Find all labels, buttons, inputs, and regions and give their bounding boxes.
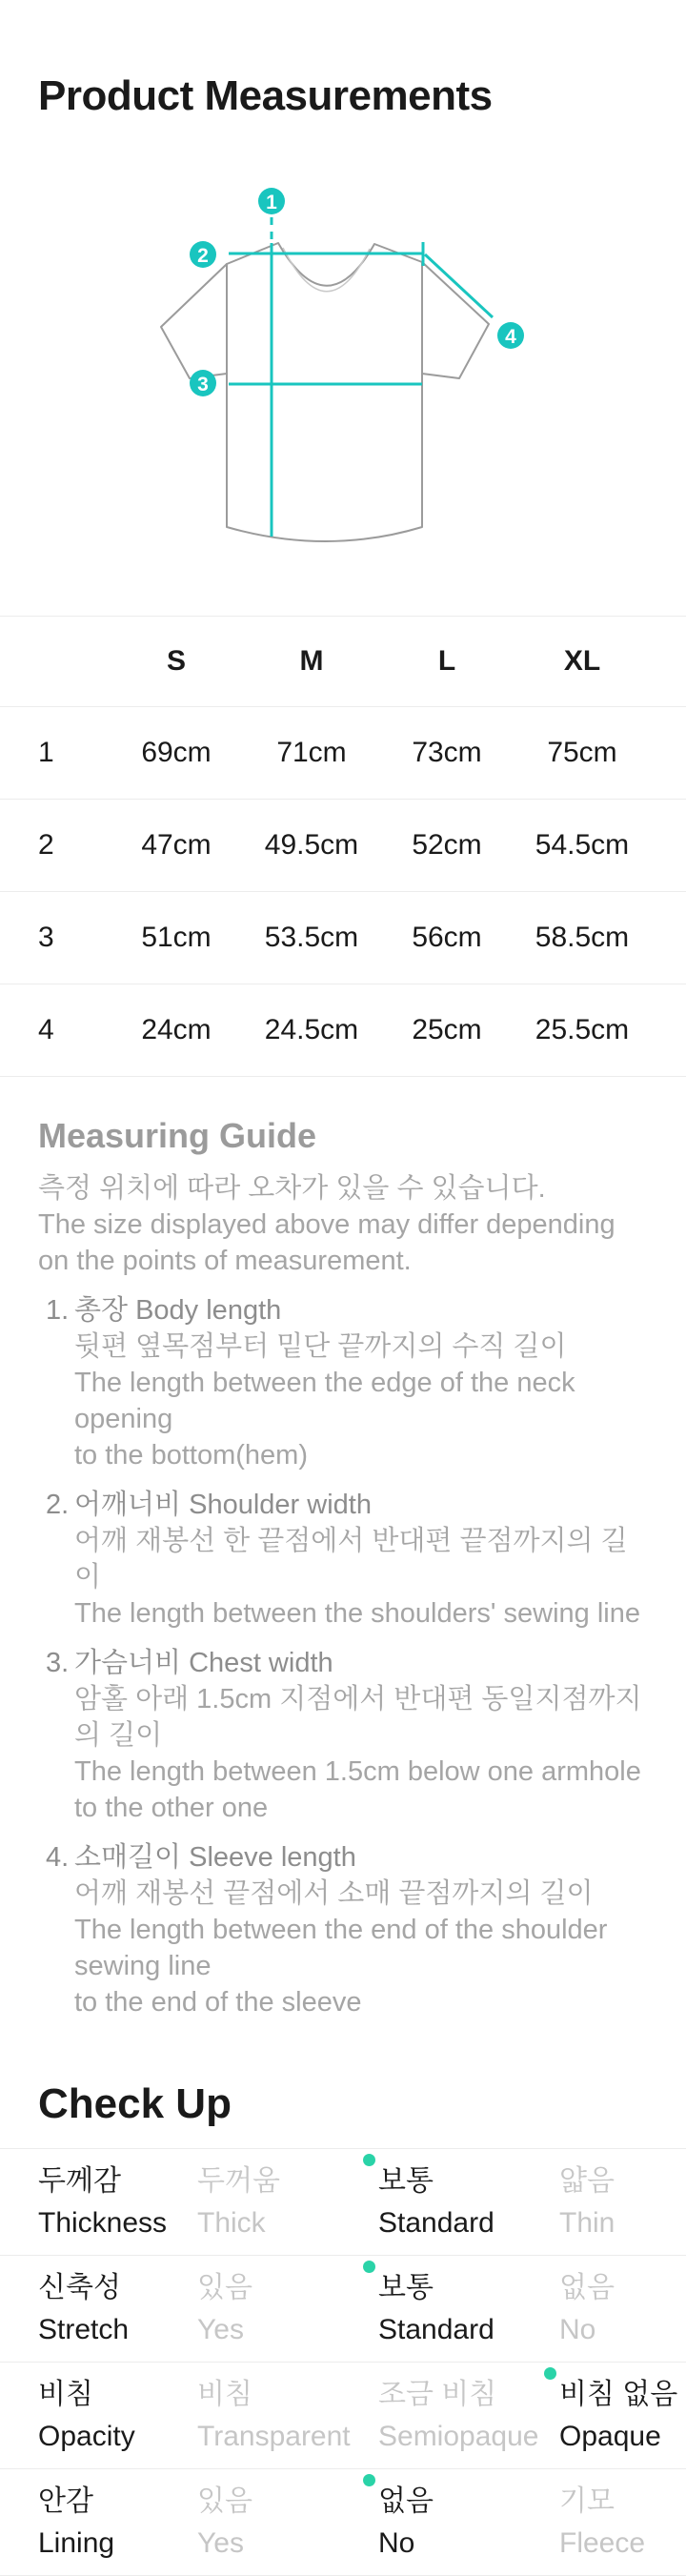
checkup-option-en: Opaque [559,2421,661,2452]
checkup-row [0,2363,686,2469]
checkup-option [559,2163,686,2241]
checkup-option [378,2484,559,2561]
marker-badge-2 [190,241,216,268]
guide-item-text [74,1645,648,1826]
tshirt-left-sleeve [161,264,227,378]
checkup-option-en: Yes [197,2314,244,2345]
marker-number: 3 [197,374,209,396]
size-value-cell: 73cm [412,737,482,768]
size-value-cell: 25cm [412,1014,482,1045]
checkup-label [38,2163,197,2241]
checkup-table [0,2148,686,2576]
checkup-label-en: Lining [38,2527,115,2559]
checkup-label-en: Opacity [38,2421,135,2452]
guide-item-number: 3. [46,1648,70,1678]
table-row [0,800,686,892]
guide-intro-line: on the points of measurement. [38,1246,412,1276]
size-value-cell: 58.5cm [535,922,630,953]
guide-item-line: The length between the edge of the neck opening [74,1368,575,1434]
checkup-option-ko: 조금 비침 [378,2379,497,2410]
selected-dot-icon [363,2261,375,2273]
marker-number: 2 [197,245,209,267]
selected-dot-icon [363,2154,375,2166]
selected-dot-icon [363,2474,375,2486]
size-column-header: S [166,645,186,677]
guide-item-line: to the other one [74,1793,269,1823]
marker-number: 4 [505,326,516,348]
checkup-option-en: Standard [378,2207,494,2239]
size-row-label: 3 [38,922,54,953]
checkup-option [378,2377,559,2454]
size-column-header: L [437,645,456,677]
check-up-title: Check Up [38,2080,232,2127]
size-row-label: 2 [38,829,54,861]
guide-item-title: 가슴너비 Chest width [74,1648,333,1678]
measuring-guide-title: Measuring Guide [38,1116,317,1155]
guide-item-line: The length between the end of the shoulder sewing line [74,1915,608,1981]
checkup-option-en: Yes [197,2527,244,2559]
checkup-option-en: Standard [378,2314,494,2345]
checkup-option-ko: 기모 [559,2485,615,2517]
checkup-option-en: Semiopaque [378,2421,539,2452]
checkup-label [38,2270,197,2347]
guide-item-number: 4. [46,1842,70,1873]
checkup-label-en: Stretch [38,2314,130,2345]
guide-list [38,1292,648,2020]
checkup-option-en: Thick [197,2207,266,2239]
guide-item-title: 소매길이 Sleeve length [74,1842,356,1873]
page-title: Product Measurements [38,72,493,119]
guide-item-number: 2. [46,1490,70,1520]
checkup-label-ko: 비침 [38,2379,93,2410]
checkup-option [378,2270,559,2347]
size-row-label: 1 [38,737,54,768]
checkup-option-ko: 보통 [378,2270,559,2305]
measuring-guide-section [38,1115,648,2020]
checkup-option [197,2270,378,2347]
checkup-label [38,2484,197,2561]
guide-intro [38,1170,648,1279]
guide-item [38,1292,648,1473]
checkup-option [197,2377,378,2454]
size-row-label: 4 [38,1014,54,1045]
size-column-header: M [299,645,324,677]
checkup-row [0,2469,686,2576]
selected-dot-icon [544,2367,556,2380]
size-value-cell: 49.5cm [264,829,359,861]
size-value-cell: 54.5cm [535,829,630,861]
checkup-option-ko: 비침 [197,2379,252,2410]
size-value-cell: 51cm [141,922,212,953]
tshirt-measurement-diagram [0,143,686,581]
sleeve-length-line [425,254,493,317]
size-table-header-row [0,617,686,707]
guide-item-text [74,1487,648,1632]
tshirt-right-sleeve [422,262,489,378]
guide-item-line: 암홀 아래 1.5cm 지점에서 반대편 동일지점까지의 길이 [74,1684,642,1751]
checkup-option [197,2484,378,2561]
checkup-option-en: No [559,2314,596,2345]
table-row [0,892,686,984]
guide-item-text [74,1292,648,1473]
check-up-section [0,2079,686,2576]
size-value-cell: 69cm [141,737,212,768]
tshirt-body-outline [227,243,422,541]
size-value-cell: 52cm [412,829,482,861]
guide-item-title: 어깨너비 Shoulder width [74,1490,372,1520]
size-table-body [0,707,686,1077]
checkup-option-ko: 있음 [197,2272,252,2303]
checkup-option-ko: 두꺼움 [197,2165,280,2197]
checkup-option-ko: 있음 [197,2485,252,2517]
marker-badge-3 [190,370,216,396]
size-value-cell: 71cm [276,737,347,768]
checkup-option [197,2163,378,2241]
guide-item-title: 총장 Body length [74,1295,282,1326]
checkup-row [0,2256,686,2363]
guide-item-text [74,1839,648,2020]
checkup-option-en: Transparent [197,2421,351,2452]
checkup-label-ko: 두께감 [38,2165,121,2197]
checkup-option-en: Thin [559,2207,615,2239]
guide-item-line: to the end of the sleeve [74,1987,362,2018]
size-value-cell: 56cm [412,922,482,953]
checkup-option-ko: 보통 [378,2163,559,2199]
checkup-label-en: Thickness [38,2207,168,2239]
table-row [0,707,686,800]
checkup-row [0,2149,686,2256]
size-value-cell: 53.5cm [264,922,359,953]
table-row [0,984,686,1077]
checkup-option [559,2377,686,2454]
checkup-label [38,2377,197,2454]
guide-item-line: The length between the shoulders' sewing line [74,1598,640,1629]
checkup-label-ko: 신축성 [38,2272,121,2303]
checkup-option [378,2163,559,2241]
guide-item-line: The length between 1.5cm below one armhole [74,1756,641,1787]
checkup-label-ko: 안감 [38,2485,93,2517]
size-value-cell: 24.5cm [264,1014,359,1045]
size-value-cell: 24cm [141,1014,212,1045]
guide-item [38,1645,648,1826]
size-column-header: XL [563,645,601,677]
guide-intro-line: 측정 위치에 따라 오차가 있을 수 있습니다. [38,1173,546,1204]
guide-item-line: to the bottom(hem) [74,1440,308,1471]
size-value-cell: 75cm [547,737,617,768]
guide-item-line: 어깨 재봉선 끝점에서 소매 끝점까지의 길이 [74,1878,594,1909]
guide-item [38,1839,648,2020]
size-value-cell: 47cm [141,829,212,861]
size-table [0,616,686,1077]
size-value-cell: 25.5cm [535,1014,630,1045]
checkup-option-en: Fleece [559,2527,646,2559]
checkup-option-ko: 얇음 [559,2165,615,2197]
guide-item-line: 뒷편 옆목점부터 밑단 끝까지의 수직 길이 [74,1331,567,1362]
guide-item [38,1487,648,1632]
checkup-option [559,2270,686,2347]
checkup-option-en: No [378,2527,415,2559]
marker-badge-1 [258,188,285,214]
checkup-option-ko: 없음 [378,2484,559,2519]
guide-intro-line: The size displayed above may differ depending [38,1209,615,1240]
checkup-option [559,2484,686,2561]
guide-item-number: 1. [46,1295,70,1326]
marker-badge-4 [497,322,524,349]
marker-number: 1 [266,192,277,213]
checkup-option-ko: 비침 없음 [559,2377,686,2412]
checkup-option-ko: 없음 [559,2272,615,2303]
guide-item-line: 어깨 재봉선 한 끝점에서 반대편 끝점까지의 길이 [74,1526,628,1592]
